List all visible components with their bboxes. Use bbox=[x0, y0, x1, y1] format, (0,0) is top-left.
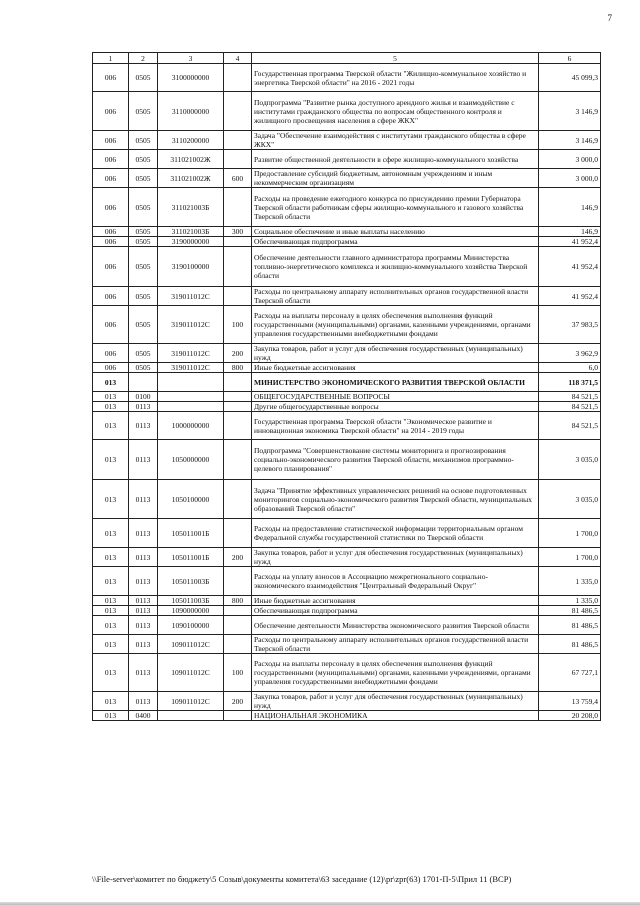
table-cell-2: 0505 bbox=[129, 169, 158, 188]
table-cell-6: 3 000,0 bbox=[539, 169, 601, 188]
table-cell-4: 200 bbox=[224, 344, 252, 363]
table-cell-6: 3 035,0 bbox=[539, 440, 601, 480]
table-cell-3: 1090100000 bbox=[158, 616, 224, 635]
table-cell-5: Обеспечивающая подпрограмма bbox=[252, 237, 539, 247]
column-header: 1 bbox=[93, 53, 129, 64]
table-cell-4 bbox=[224, 373, 252, 392]
table-row bbox=[93, 247, 601, 287]
table-cell-5: Государственная программа Тверской области "Жилищно-коммунальное хозяйство и энергетика Тверской области" на 2016 - 2021 годы bbox=[252, 64, 539, 92]
table-cell-4 bbox=[224, 440, 252, 480]
table-cell-2: 0505 bbox=[129, 287, 158, 306]
table-cell-5: Подпрограмма "Развитие рынка доступного арендного жилья и взаимодействие с институтами гражданского общества по вопросам общественного контроля и жилищного просвещения населения в сфере ЖКХ" bbox=[252, 92, 539, 131]
table-cell-5: Закупка товаров, работ и услуг для обеспечения государственных (муниципальных) нужд bbox=[252, 344, 539, 363]
table-cell-3: 1050100000 bbox=[158, 480, 224, 519]
table-cell-3: 319011012С bbox=[158, 287, 224, 306]
table-cell-6: 41 952,4 bbox=[539, 247, 601, 287]
table-cell-2: 0505 bbox=[129, 150, 158, 169]
table-cell-4 bbox=[224, 412, 252, 440]
table-cell-4 bbox=[224, 480, 252, 519]
table-row bbox=[93, 287, 601, 306]
budget-table bbox=[92, 52, 601, 721]
table-header-row bbox=[93, 53, 601, 64]
table-cell-2: 0400 bbox=[129, 711, 158, 721]
table-cell-2: 0113 bbox=[129, 480, 158, 519]
column-header: 3 bbox=[158, 53, 224, 64]
table-cell-4 bbox=[224, 402, 252, 412]
table-cell-4 bbox=[224, 567, 252, 596]
table-cell-2: 0113 bbox=[129, 616, 158, 635]
table-cell-5: Расходы на проведение ежегодного конкурса по присуждению премии Губернатора Тверской области работникам сферы жилищно-коммунального и газового хозяйства Тверской области bbox=[252, 188, 539, 227]
table-cell-4: 300 bbox=[224, 227, 252, 237]
table-cell-1: 013 bbox=[93, 711, 129, 721]
table-cell-4 bbox=[224, 519, 252, 548]
table-cell-3: 3190100000 bbox=[158, 247, 224, 287]
table-cell-5: Расходы на выплаты персоналу в целях обеспечения выполнения функций государственными (муниципальными) органами, казенными учреждениями, органами управления государственными внебюджетными фондами bbox=[252, 306, 539, 344]
table-cell-6: 3 146,9 bbox=[539, 92, 601, 131]
table-cell-5: Социальное обеспечение и иные выплаты населению bbox=[252, 227, 539, 237]
table-row bbox=[93, 692, 601, 711]
table-cell-5: Закупка товаров, работ и услуг для обеспечения государственных (муниципальных) нужд bbox=[252, 692, 539, 711]
table-cell-1: 006 bbox=[93, 287, 129, 306]
table-cell-5: НАЦИОНАЛЬНАЯ ЭКОНОМИКА bbox=[252, 711, 539, 721]
table-cell-5: Иные бюджетные ассигнования bbox=[252, 363, 539, 373]
table-cell-1: 013 bbox=[93, 480, 129, 519]
table-cell-2: 0113 bbox=[129, 412, 158, 440]
table-cell-1: 013 bbox=[93, 635, 129, 654]
table-cell-1: 013 bbox=[93, 596, 129, 606]
table-cell-3 bbox=[158, 402, 224, 412]
table-row bbox=[93, 480, 601, 519]
table-cell-5: Другие общегосударственные вопросы bbox=[252, 402, 539, 412]
table-cell-4 bbox=[224, 606, 252, 616]
table-row bbox=[93, 402, 601, 412]
table-cell-6: 84 521,5 bbox=[539, 392, 601, 402]
table-cell-3: 311021003Б bbox=[158, 227, 224, 237]
table-cell-1: 006 bbox=[93, 150, 129, 169]
table-cell-1: 013 bbox=[93, 567, 129, 596]
table-cell-3: 3110200000 bbox=[158, 131, 224, 150]
table-row bbox=[93, 64, 601, 92]
table-cell-6: 146,9 bbox=[539, 227, 601, 237]
table-row bbox=[93, 567, 601, 596]
table-row bbox=[93, 711, 601, 721]
table-cell-2: 0505 bbox=[129, 247, 158, 287]
table-cell-4 bbox=[224, 287, 252, 306]
table-cell-2: 0113 bbox=[129, 635, 158, 654]
table-cell-6: 6,0 bbox=[539, 363, 601, 373]
table-cell-5: Обеспечивающая подпрограмма bbox=[252, 606, 539, 616]
table-cell-6: 3 000,0 bbox=[539, 150, 601, 169]
page-number: 7 bbox=[607, 13, 612, 23]
table-cell-2: 0505 bbox=[129, 363, 158, 373]
table-cell-3: 319011012С bbox=[158, 344, 224, 363]
table-cell-6: 84 521,5 bbox=[539, 402, 601, 412]
table-cell-5: Расходы на уплату взносов в Ассоциацию межрегионального социально-экономического взаимодействия "Центральный Федеральный Округ" bbox=[252, 567, 539, 596]
table-cell-5: Расходы на выплаты персоналу в целях обеспечения выполнения функций государственными (муниципальными) органами, казенными учреждениями, органами управления государственными внебюджетными фондами bbox=[252, 654, 539, 692]
table-cell-4: 200 bbox=[224, 692, 252, 711]
table-cell-1: 006 bbox=[93, 169, 129, 188]
table-cell-1: 006 bbox=[93, 363, 129, 373]
table-cell-5: Государственная программа Тверской области "Экономическое развитие и инновационная экономика Тверской области" на 2014 - 2019 годы bbox=[252, 412, 539, 440]
table-cell-3: 1050000000 bbox=[158, 440, 224, 480]
table-cell-6: 1 700,0 bbox=[539, 548, 601, 567]
table-cell-4: 200 bbox=[224, 548, 252, 567]
table-cell-4 bbox=[224, 247, 252, 287]
table-cell-5: Задача "Принятие эффективных управленческих решений на основе подготовленных мониторингов социально-экономического развития Тверской области, муниципальных образований Тверской области" bbox=[252, 480, 539, 519]
table-cell-4 bbox=[224, 635, 252, 654]
table-cell-3: 1000000000 bbox=[158, 412, 224, 440]
table-cell-4 bbox=[224, 237, 252, 247]
file-path-footer: \\File-server\комитет по бюджету\5 Созыв\документы комитета\63 заседание (12)\pr\zpr(63) 1701-П-5\Прил 11 (ВСР) bbox=[92, 874, 512, 884]
table-cell-4 bbox=[224, 711, 252, 721]
table-cell-4: 100 bbox=[224, 306, 252, 344]
table-cell-5: Расходы по центральному аппарату исполнительных органов государственной власти Тверской области bbox=[252, 287, 539, 306]
table-cell-2: 0113 bbox=[129, 402, 158, 412]
table-cell-3: 109011012С bbox=[158, 692, 224, 711]
table-row bbox=[93, 169, 601, 188]
table-row bbox=[93, 92, 601, 131]
column-header: 6 bbox=[539, 53, 601, 64]
table-cell-1: 013 bbox=[93, 392, 129, 402]
table-row bbox=[93, 344, 601, 363]
table-row bbox=[93, 440, 601, 480]
table-cell-1: 006 bbox=[93, 64, 129, 92]
table-cell-5: Расходы на предоставление статистической информации территориальным органом Федеральной службы государственной статистики по Тверской области bbox=[252, 519, 539, 548]
table-cell-1: 013 bbox=[93, 519, 129, 548]
table-cell-2: 0113 bbox=[129, 596, 158, 606]
table-cell-2 bbox=[129, 373, 158, 392]
table-cell-4 bbox=[224, 131, 252, 150]
table-cell-4 bbox=[224, 150, 252, 169]
table-cell-1: 006 bbox=[93, 92, 129, 131]
table-cell-2: 0505 bbox=[129, 64, 158, 92]
table-cell-2: 0505 bbox=[129, 344, 158, 363]
table-row bbox=[93, 227, 601, 237]
column-header: 2 bbox=[129, 53, 158, 64]
table-cell-4: 100 bbox=[224, 654, 252, 692]
table-cell-2: 0505 bbox=[129, 188, 158, 227]
table-cell-4 bbox=[224, 392, 252, 402]
table-cell-3 bbox=[158, 711, 224, 721]
table-cell-6: 3 146,9 bbox=[539, 131, 601, 150]
table-cell-6: 3 035,0 bbox=[539, 480, 601, 519]
table-cell-6: 118 371,5 bbox=[539, 373, 601, 392]
table-cell-6: 20 208,0 bbox=[539, 711, 601, 721]
table-cell-2: 0113 bbox=[129, 692, 158, 711]
table-cell-4: 600 bbox=[224, 169, 252, 188]
table-cell-3: 105011001Б bbox=[158, 548, 224, 567]
table-cell-6: 3 962,9 bbox=[539, 344, 601, 363]
table-cell-1: 006 bbox=[93, 131, 129, 150]
table-cell-5: Подпрограмма "Совершенствование системы мониторинга и прогнозирования социально-экономического развития Тверской области, механизмов программно-целевого планирования" bbox=[252, 440, 539, 480]
table-cell-2: 0113 bbox=[129, 548, 158, 567]
table-row bbox=[93, 363, 601, 373]
table-cell-6: 67 727,1 bbox=[539, 654, 601, 692]
table-cell-6: 13 759,4 bbox=[539, 692, 601, 711]
table-row bbox=[93, 373, 601, 392]
table-cell-1: 013 bbox=[93, 440, 129, 480]
table-cell-5: Предоставление субсидий бюджетным, автономным учреждениям и иным некоммерческим организациям bbox=[252, 169, 539, 188]
table-cell-2: 0505 bbox=[129, 306, 158, 344]
table-cell-4 bbox=[224, 616, 252, 635]
table-cell-2: 0505 bbox=[129, 92, 158, 131]
table-cell-3: 109011012С bbox=[158, 635, 224, 654]
column-header: 4 bbox=[224, 53, 252, 64]
table-cell-2: 0505 bbox=[129, 237, 158, 247]
table-cell-6: 146,9 bbox=[539, 188, 601, 227]
table-cell-3: 1090000000 bbox=[158, 606, 224, 616]
table-row bbox=[93, 654, 601, 692]
table-cell-4 bbox=[224, 64, 252, 92]
table-cell-5: МИНИСТЕРСТВО ЭКОНОМИЧЕСКОГО РАЗВИТИЯ ТВЕРСКОЙ ОБЛАСТИ bbox=[252, 373, 539, 392]
table-row bbox=[93, 548, 601, 567]
table-cell-5: Обеспечение деятельности Министерства экономического развития Тверской области bbox=[252, 616, 539, 635]
table-cell-2: 0113 bbox=[129, 440, 158, 480]
table-cell-2: 0505 bbox=[129, 227, 158, 237]
table-cell-6: 41 952,4 bbox=[539, 237, 601, 247]
table-cell-6: 1 335,0 bbox=[539, 567, 601, 596]
table-row bbox=[93, 519, 601, 548]
table-cell-6: 1 335,0 bbox=[539, 596, 601, 606]
table-row bbox=[93, 635, 601, 654]
table-cell-6: 84 521,5 bbox=[539, 412, 601, 440]
table-cell-4: 800 bbox=[224, 596, 252, 606]
table-cell-1: 013 bbox=[93, 548, 129, 567]
table-cell-1: 006 bbox=[93, 306, 129, 344]
table-cell-1: 013 bbox=[93, 692, 129, 711]
table-cell-1: 013 bbox=[93, 373, 129, 392]
table-cell-6: 81 486,5 bbox=[539, 616, 601, 635]
table-cell-6: 81 486,5 bbox=[539, 635, 601, 654]
table-cell-1: 006 bbox=[93, 188, 129, 227]
table-row bbox=[93, 237, 601, 247]
table-cell-6: 45 099,3 bbox=[539, 64, 601, 92]
table-row bbox=[93, 188, 601, 227]
table-cell-1: 006 bbox=[93, 247, 129, 287]
table-cell-1: 006 bbox=[93, 227, 129, 237]
table-cell-2: 0505 bbox=[129, 131, 158, 150]
table-cell-3: 319011012С bbox=[158, 363, 224, 373]
table-cell-6: 81 486,5 bbox=[539, 606, 601, 616]
table-cell-2: 0113 bbox=[129, 606, 158, 616]
table-row bbox=[93, 616, 601, 635]
table-row bbox=[93, 150, 601, 169]
table-cell-3 bbox=[158, 373, 224, 392]
table-row bbox=[93, 606, 601, 616]
table-cell-2: 0113 bbox=[129, 567, 158, 596]
table-cell-3: 105011003Б bbox=[158, 567, 224, 596]
table-cell-5: Обеспечение деятельности главного администратора программы Министерства топливно-энергетического комплекса и жилищно-коммунального хозяйства Тверской области bbox=[252, 247, 539, 287]
table-cell-3: 319011012С bbox=[158, 306, 224, 344]
table-row bbox=[93, 131, 601, 150]
table-cell-3: 105011003Б bbox=[158, 596, 224, 606]
table-cell-2: 0113 bbox=[129, 654, 158, 692]
table-cell-5: Иные бюджетные ассигнования bbox=[252, 596, 539, 606]
table-cell-3: 3190000000 bbox=[158, 237, 224, 247]
table-cell-5: Развитие общественной деятельности в сфере жилищно-коммунального хозяйства bbox=[252, 150, 539, 169]
table-cell-4 bbox=[224, 188, 252, 227]
table-cell-6: 37 983,5 bbox=[539, 306, 601, 344]
table-cell-6: 41 952,4 bbox=[539, 287, 601, 306]
table-cell-5: Расходы по центральному аппарату исполнительных органов государственной власти Тверской области bbox=[252, 635, 539, 654]
table-row bbox=[93, 412, 601, 440]
table-cell-3: 3100000000 bbox=[158, 64, 224, 92]
table-cell-6: 1 700,0 bbox=[539, 519, 601, 548]
table-cell-1: 013 bbox=[93, 412, 129, 440]
table-cell-3: 109011012С bbox=[158, 654, 224, 692]
table-cell-3: 311021002Ж bbox=[158, 169, 224, 188]
table-cell-5: ОБЩЕГОСУДАРСТВЕННЫЕ ВОПРОСЫ bbox=[252, 392, 539, 402]
table-cell-4: 800 bbox=[224, 363, 252, 373]
table-row bbox=[93, 306, 601, 344]
table-cell-3: 3110000000 bbox=[158, 92, 224, 131]
table-cell-1: 013 bbox=[93, 654, 129, 692]
table-cell-3: 311021002Ж bbox=[158, 150, 224, 169]
table-cell-2: 0113 bbox=[129, 519, 158, 548]
table-cell-1: 013 bbox=[93, 616, 129, 635]
table-cell-3 bbox=[158, 392, 224, 402]
column-header: 5 bbox=[252, 53, 539, 64]
table-row bbox=[93, 596, 601, 606]
table-cell-4 bbox=[224, 92, 252, 131]
table-cell-1: 006 bbox=[93, 344, 129, 363]
table-cell-3: 311021003Б bbox=[158, 188, 224, 227]
table-cell-1: 013 bbox=[93, 606, 129, 616]
table-row bbox=[93, 392, 601, 402]
table-cell-1: 006 bbox=[93, 237, 129, 247]
table-cell-5: Закупка товаров, работ и услуг для обеспечения государственных (муниципальных) нужд bbox=[252, 548, 539, 567]
table-cell-1: 013 bbox=[93, 402, 129, 412]
table-cell-2: 0100 bbox=[129, 392, 158, 402]
table-cell-5: Задача "Обеспечение взаимодействия с институтами гражданского общества в сфере ЖКХ" bbox=[252, 131, 539, 150]
table-cell-3: 105011001Б bbox=[158, 519, 224, 548]
